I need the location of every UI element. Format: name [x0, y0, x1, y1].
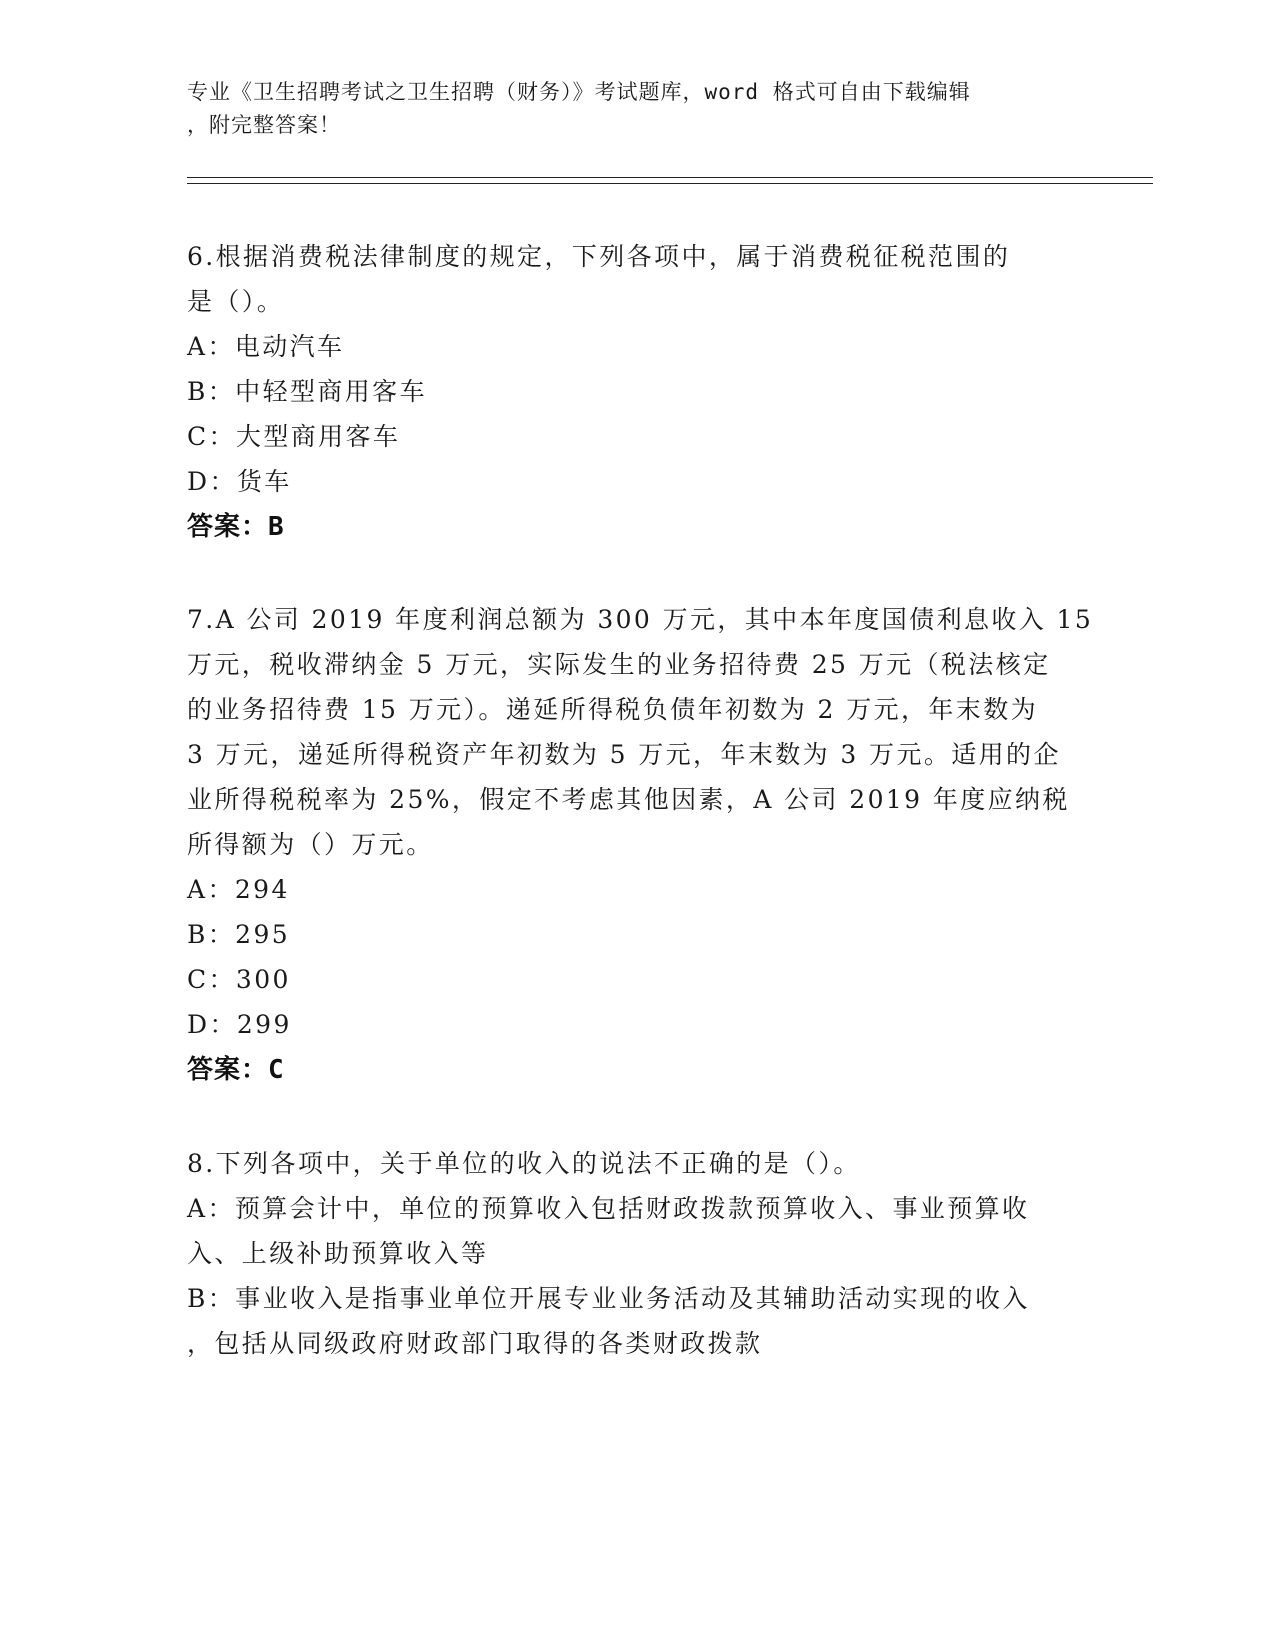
option-a-line-2: 入、上级补助预算收入等	[187, 1239, 489, 1268]
question-text-line: 万元，税收滞纳金 5 万元，实际发生的业务招待费 25 万元（税法核定	[187, 650, 1051, 679]
question-7	[187, 597, 1094, 1093]
option-b-line-2: ，包括从同级政府财政部门取得的各类财政拨款	[187, 1329, 763, 1358]
option-d: D：299	[187, 1010, 292, 1039]
option-c: C：300	[187, 965, 291, 994]
header-line-2: ，附完整答案！	[187, 113, 341, 137]
option-c: C：大型商用客车	[187, 422, 401, 451]
option-a-line-1: A：预算会计中，单位的预算收入包括财政拨款预算收入、事业预算收	[187, 1194, 1030, 1223]
question-text-line: 业所得税税率为 25%，假定不考虑其他因素，A 公司 2019 年度应纳税	[187, 785, 1070, 814]
option-b: B：295	[187, 920, 291, 949]
question-6	[187, 234, 1087, 550]
question-text-line: 6.根据消费税法律制度的规定，下列各项中，属于消费税征税范围的	[187, 242, 1011, 271]
question-text-line: 8.下列各项中，关于单位的收入的说法不正确的是（）。	[187, 1149, 861, 1178]
option-b-line-1: B：事业收入是指事业单位开展专业业务活动及其辅助活动实现的收入	[187, 1284, 1030, 1313]
header-divider-top	[187, 177, 1153, 178]
answer-label: 答案：C	[187, 1055, 285, 1085]
header-line-1: 专业《卫生招聘考试之卫生招聘（财务）》考试题库，word 格式可自由下载编辑	[187, 80, 971, 104]
question-text-line: 是（）。	[187, 287, 285, 316]
question-text-line: 7.A 公司 2019 年度利润总额为 300 万元，其中本年度国债利息收入 15	[187, 605, 1094, 634]
option-d: D：货车	[187, 467, 292, 496]
document-header	[187, 76, 1067, 142]
question-text-line: 所得额为（）万元。	[187, 830, 434, 859]
answer-label: 答案：B	[187, 512, 285, 542]
option-a: A：电动汽车	[187, 332, 345, 361]
header-divider-bottom	[187, 183, 1153, 184]
question-text-line: 的业务招待费 15 万元）。递延所得税负债年初数为 2 万元，年末数为	[187, 695, 1039, 724]
question-text-line: 3 万元，递延所得税资产年初数为 5 万元，年末数为 3 万元。适用的企	[187, 740, 1061, 769]
option-b: B：中轻型商用客车	[187, 377, 427, 406]
question-8	[187, 1141, 1087, 1366]
option-a: A：294	[187, 875, 290, 904]
